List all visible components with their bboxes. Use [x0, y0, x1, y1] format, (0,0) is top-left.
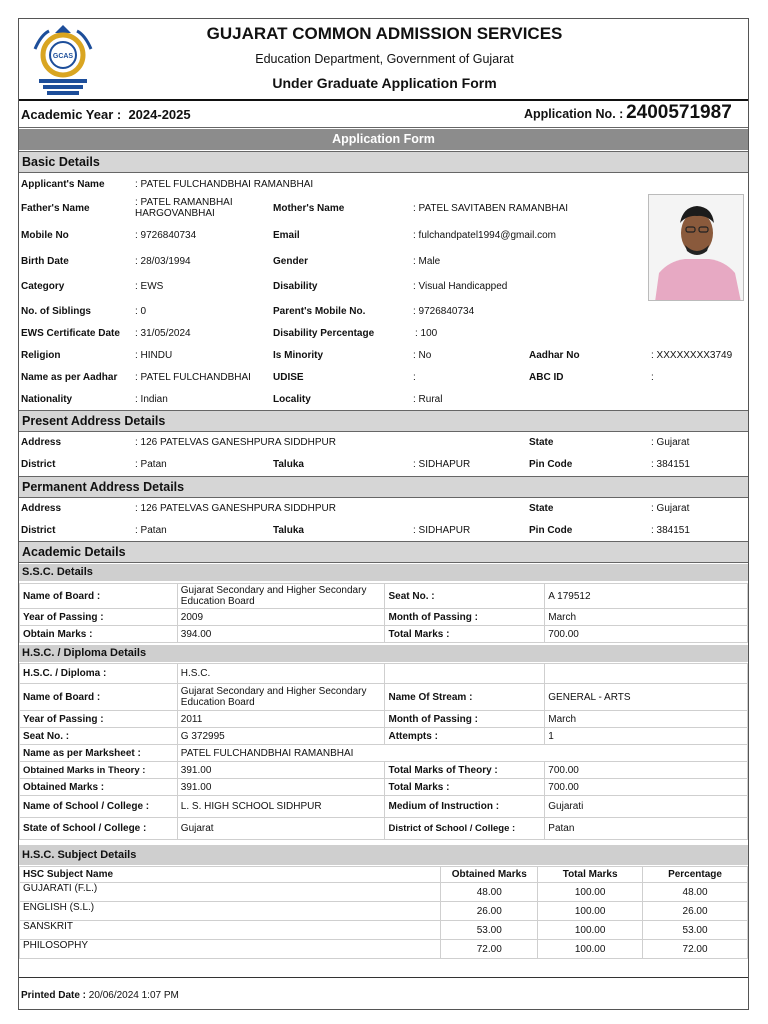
ssc-obtain-value: 394.00: [177, 626, 385, 643]
udise-label: UDISE: [273, 372, 304, 383]
subject-table-header: [20, 867, 748, 883]
ssc-total-label: Total Marks :: [385, 626, 545, 643]
printed-date-label: Printed Date :: [21, 990, 87, 1001]
permanent-address-header: Permanent Address Details: [19, 476, 748, 498]
subject-table: [19, 866, 748, 959]
hsc-total-theory-label: Total Marks of Theory :: [385, 762, 545, 779]
academic-year-label: Academic Year :: [21, 107, 122, 122]
ssc-year-label: Year of Passing :: [20, 609, 178, 626]
email-value: : fulchandpatel1994@gmail.com: [413, 230, 557, 241]
hsc-stream-label: Name Of Stream :: [385, 684, 545, 711]
hsc-year-value: 2011: [177, 711, 385, 728]
col-subject-name: HSC Subject Name: [20, 867, 441, 883]
hsc-seat-value: G 372995: [177, 728, 385, 745]
permanent-state-label: State: [529, 503, 554, 514]
ews-date-value: : 31/05/2024: [135, 328, 191, 339]
ssc-board-line2: Education Board: [180, 596, 255, 607]
ews-date-label: EWS Certificate Date: [21, 328, 120, 339]
category-label: Category: [21, 281, 65, 292]
present-pin-value: : 384151: [651, 459, 690, 470]
father-name-value-line1: : PATEL RAMANBHAI: [135, 197, 233, 208]
subject-total: 100.00: [538, 940, 643, 959]
table-row: [20, 684, 748, 711]
present-state-value: : Gujarat: [651, 437, 690, 448]
hsc-type-label: H.S.C. / Diploma :: [20, 664, 178, 684]
hsc-attempts-label: Attempts :: [385, 728, 545, 745]
academic-year: [21, 107, 191, 122]
person-photo-icon: [649, 195, 744, 301]
hsc-attempts-value: 1: [545, 728, 748, 745]
subject-percentage: 26.00: [643, 902, 748, 921]
hsc-stream-value: GENERAL - ARTS: [545, 684, 748, 711]
hsc-total-label: Total Marks :: [385, 779, 545, 796]
locality-label: Locality: [273, 394, 311, 405]
ssc-year-value: 2009: [177, 609, 385, 626]
ssc-obtain-label: Obtain Marks :: [20, 626, 178, 643]
table-row: [20, 940, 748, 959]
permanent-address-value: : 126 PATELVAS GANESHPURA SIDDHPUR: [135, 503, 336, 514]
religion-value: : HINDU: [135, 350, 173, 361]
permanent-district-value: : Patan: [135, 525, 167, 536]
table-row: [20, 779, 748, 796]
table-row: [20, 664, 748, 684]
subject-name: ENGLISH (S.L.): [20, 902, 441, 921]
disability-percentage-label: Disability Percentage: [273, 328, 375, 339]
applicant-name-value: : PATEL FULCHANDBHAI RAMANBHAI: [135, 179, 314, 190]
table-row: [20, 609, 748, 626]
mother-name-label: Mother's Name: [273, 203, 345, 214]
father-name-value-line2: HARGOVANBHAI: [135, 208, 215, 219]
org-name: GUJARAT COMMON ADMISSION SERVICES: [206, 24, 563, 43]
permanent-state-value: : Gujarat: [651, 503, 690, 514]
hsc-month-label: Month of Passing :: [385, 711, 545, 728]
col-total-marks: Total Marks: [538, 867, 643, 883]
mother-name-value: : PATEL SAVITABEN RAMANBHAI: [413, 203, 569, 214]
hsc-subject-header: H.S.C. Subject Details: [19, 845, 748, 865]
subject-obtained: 72.00: [441, 940, 538, 959]
col-percentage: Percentage: [643, 867, 748, 883]
parent-mobile-value: : 9726840734: [413, 306, 475, 317]
birth-date-label: Birth Date: [21, 256, 69, 267]
gender-value: : Male: [413, 256, 441, 267]
subject-obtained: 26.00: [441, 902, 538, 921]
footer-divider: [19, 977, 748, 978]
present-address-header: Present Address Details: [19, 410, 748, 432]
ssc-table: [19, 583, 748, 643]
application-number: [524, 102, 732, 124]
table-row: [20, 728, 748, 745]
present-pin-label: Pin Code: [529, 459, 573, 470]
empty-cell: [545, 664, 748, 684]
form-title: Under Graduate Application Form: [272, 75, 497, 91]
hsc-state-value: Gujarat: [177, 818, 385, 840]
table-row: [20, 745, 748, 762]
table-row: [20, 921, 748, 940]
aadhar-name-label: Name as per Aadhar: [21, 372, 118, 383]
subject-percentage: 72.00: [643, 940, 748, 959]
parent-mobile-label: Parent's Mobile No.: [273, 306, 366, 317]
locality-value: : Rural: [413, 394, 443, 405]
disability-value: : Visual Handicapped: [413, 281, 508, 292]
permanent-pin-value: : 384151: [651, 525, 690, 536]
hsc-total-value: 700.00: [545, 779, 748, 796]
religion-label: Religion: [21, 350, 61, 361]
minority-label: Is Minority: [273, 350, 324, 361]
table-row: [20, 883, 748, 902]
ssc-seat-value: A 179512: [545, 584, 748, 609]
aadhar-value: : XXXXXXXX3749: [651, 350, 733, 361]
mobile-label: Mobile No: [21, 230, 69, 241]
hsc-district-value: Patan: [545, 818, 748, 840]
present-taluka-value: : SIDHAPUR: [413, 459, 471, 470]
hsc-seat-label: Seat No. :: [20, 728, 178, 745]
hsc-type-value: H.S.C.: [177, 664, 385, 684]
permanent-district-label: District: [21, 525, 56, 536]
academic-year-value: 2024-2025: [128, 107, 191, 122]
present-address-label: Address: [21, 437, 62, 448]
table-row: [20, 711, 748, 728]
hsc-table: [19, 663, 748, 840]
udise-value: :: [413, 372, 416, 383]
hsc-year-label: Year of Passing :: [20, 711, 178, 728]
table-row: [20, 626, 748, 643]
subject-percentage: 48.00: [643, 883, 748, 902]
hsc-medium-label: Medium of Instruction :: [385, 796, 545, 818]
ssc-total-value: 700.00: [545, 626, 748, 643]
father-name-label: Father's Name: [21, 203, 90, 214]
application-form-page: [18, 18, 749, 1010]
ssc-board-line1: Gujarat Secondary and Higher Secondary: [180, 585, 367, 596]
aadhar-label: Aadhar No: [529, 350, 580, 361]
minority-value: : No: [413, 350, 432, 361]
table-row: [20, 796, 748, 818]
present-district-label: District: [21, 459, 56, 470]
hsc-total-theory-value: 700.00: [545, 762, 748, 779]
subject-total: 100.00: [538, 883, 643, 902]
hsc-board-line2: Education Board: [180, 697, 255, 708]
printed-date-value: 20/06/2024 1:07 PM: [88, 990, 179, 1001]
birth-date-value: : 28/03/1994: [135, 256, 191, 267]
subject-name: PHILOSOPHY: [20, 940, 441, 959]
permanent-taluka-label: Taluka: [273, 525, 304, 536]
email-label: Email: [273, 230, 300, 241]
table-row: [20, 584, 748, 609]
aadhar-name-value: : PATEL FULCHANDBHAI: [135, 372, 251, 383]
hsc-obtained-label: Obtained Marks :: [20, 779, 178, 796]
hsc-state-label: State of School / College :: [20, 818, 178, 840]
hsc-marksheet-label: Name as per Marksheet :: [20, 745, 178, 762]
applicant-photo: [648, 194, 744, 301]
ssc-details-header: S.S.C. Details: [19, 564, 748, 581]
subject-name: SANSKRIT: [20, 921, 441, 940]
hsc-board-value: [177, 684, 385, 711]
svg-text:GCAS: GCAS: [52, 53, 74, 60]
hsc-district-label: District of School / College :: [385, 818, 545, 840]
subject-obtained: 48.00: [441, 883, 538, 902]
disability-label: Disability: [273, 281, 318, 292]
hsc-theory-label: Obtained Marks in Theory :: [20, 762, 178, 779]
hsc-month-value: March: [545, 711, 748, 728]
present-address-value: : 126 PATELVAS GANESHPURA SIDDHPUR: [135, 437, 336, 448]
department-name: Education Department, Government of Gujarat: [255, 52, 514, 66]
permanent-pin-label: Pin Code: [529, 525, 573, 536]
printed-date: [21, 990, 179, 1001]
subject-obtained: 53.00: [441, 921, 538, 940]
hsc-marksheet-value: PATEL FULCHANDBHAI RAMANBHAI: [177, 745, 747, 762]
gender-label: Gender: [273, 256, 309, 267]
subject-total: 100.00: [538, 921, 643, 940]
application-no-value: 2400571987: [626, 102, 732, 123]
hsc-medium-value: Gujarati: [545, 796, 748, 818]
ssc-board-label: Name of Board :: [20, 584, 178, 609]
disability-percentage-value: : 100: [415, 328, 438, 339]
mobile-value: : 9726840734: [135, 230, 197, 241]
table-row: [20, 818, 748, 840]
nationality-label: Nationality: [21, 394, 73, 405]
table-row: [20, 902, 748, 921]
nationality-value: : Indian: [135, 394, 168, 405]
ssc-seat-label: Seat No. :: [385, 584, 545, 609]
table-row: [20, 762, 748, 779]
ssc-board-value: [177, 584, 385, 609]
abc-id-label: ABC ID: [529, 372, 564, 383]
category-value: : EWS: [135, 281, 164, 292]
abc-id-value: :: [651, 372, 654, 383]
hsc-theory-value: 391.00: [177, 762, 385, 779]
siblings-label: No. of Siblings: [21, 306, 91, 317]
application-no-label: Application No. :: [524, 107, 624, 121]
siblings-value: : 0: [135, 306, 147, 317]
hsc-school-value: L. S. HIGH SCHOOL SIDHPUR: [177, 796, 385, 818]
col-obtained-marks: Obtained Marks: [441, 867, 538, 883]
present-state-label: State: [529, 437, 554, 448]
subject-name: GUJARATI (F.L.): [20, 883, 441, 902]
present-district-value: : Patan: [135, 459, 167, 470]
ssc-month-label: Month of Passing :: [385, 609, 545, 626]
ssc-month-value: March: [545, 609, 748, 626]
permanent-address-label: Address: [21, 503, 62, 514]
hsc-school-label: Name of School / College :: [20, 796, 178, 818]
subject-percentage: 53.00: [643, 921, 748, 940]
applicant-name-label: Applicant's Name: [21, 179, 105, 190]
hsc-obtained-value: 391.00: [177, 779, 385, 796]
academic-details-header: Academic Details: [19, 541, 748, 563]
subject-total: 100.00: [538, 902, 643, 921]
hsc-board-label: Name of Board :: [20, 684, 178, 711]
hsc-details-header: H.S.C. / Diploma Details: [19, 645, 748, 662]
basic-details-header: Basic Details: [19, 151, 748, 173]
hsc-board-line1: Gujarat Secondary and Higher Secondary: [180, 686, 367, 697]
present-taluka-label: Taluka: [273, 459, 304, 470]
permanent-taluka-value: : SIDHAPUR: [413, 525, 471, 536]
empty-cell: [385, 664, 545, 684]
application-form-bar: Application Form: [19, 129, 748, 150]
